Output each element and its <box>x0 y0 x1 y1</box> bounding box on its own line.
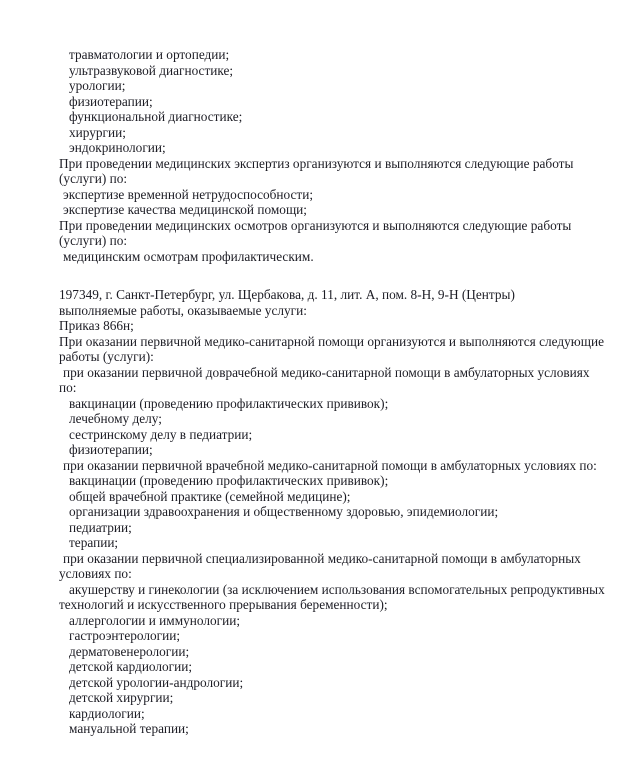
doc-line: гастроэнтерологии; <box>69 628 181 643</box>
doc-line: условиях по: <box>59 566 132 581</box>
doc-line: (услуги) по: <box>59 171 128 186</box>
doc-line: При проведении медицинских осмотров организуются и выполняются следующие работы <box>59 217 572 233</box>
doc-line: эндокринологии; <box>69 140 166 155</box>
doc-line: терапии; <box>69 535 119 550</box>
doc-line: при оказании первичной специализированной медико-санитарной помощи в амбулаторных <box>63 550 581 566</box>
doc-line: общей врачебной практике (семейной медицине); <box>69 488 351 504</box>
doc-line: по: <box>59 380 77 395</box>
doc-line: медицинским осмотрам профилактическим. <box>63 248 314 264</box>
doc-line: Приказ 866н; <box>59 318 134 333</box>
doc-line: 197349, г. Санкт-Петербург, ул. Щербакова, д. 11, лит. А, пом. 8-Н, 9-Н (Центры) <box>59 287 515 302</box>
paragraph-gap <box>59 264 631 287</box>
doc-line: экспертизе временной нетрудоспособности; <box>63 186 314 202</box>
doc-line: детской кардиологии; <box>69 659 193 674</box>
doc-line: выполняемые работы, оказываемые услуги: <box>59 302 307 318</box>
doc-line: мануальной терапии; <box>69 721 189 736</box>
doc-line: травматологии и ортопедии; <box>69 47 230 62</box>
doc-line: технологий и искусственного прерывания беременности); <box>59 597 388 612</box>
doc-line: физиотерапии; <box>69 442 153 457</box>
doc-line: (услуги) по: <box>59 233 128 248</box>
doc-line: лечебному делу; <box>69 411 162 426</box>
doc-line: при оказании первичной врачебной медико-санитарной помощи в амбулаторных условиях по: <box>63 457 597 473</box>
doc-line: физиотерапии; <box>69 93 153 109</box>
doc-line: акушерству и гинекологии (за исключением использования вспомогательных репродуктивных <box>69 581 605 597</box>
doc-line: детской хирургии; <box>69 690 174 705</box>
doc-line: дерматовенерологии; <box>69 643 190 659</box>
doc-line: ультразвуковой диагностике; <box>69 62 234 78</box>
doc-line: детской урологии-андрологии; <box>69 674 244 690</box>
doc-line: При проведении медицинских экспертиз организуются и выполняются следующие работы <box>59 155 574 171</box>
doc-line: при оказании первичной доврачебной медико-санитарной помощи в амбулаторных условиях <box>63 364 590 380</box>
doc-line: вакцинации (проведению профилактических прививок); <box>69 395 389 411</box>
doc-line: работы (услуги): <box>59 349 154 364</box>
doc-line: педиатрии; <box>69 519 132 535</box>
doc-line: экспертизе качества медицинской помощи; <box>63 202 307 217</box>
doc-line: хирургии; <box>69 124 126 140</box>
doc-line: кардиологии; <box>69 705 145 721</box>
doc-line: аллергологии и иммунологии; <box>69 612 241 628</box>
doc-line: урологии; <box>69 78 126 93</box>
doc-line: организации здравоохранения и общественному здоровью, эпидемиологии; <box>69 504 499 519</box>
doc-line: функциональной диагностике; <box>69 109 243 124</box>
doc-line: вакцинации (проведению профилактических прививок); <box>69 473 389 488</box>
document-body <box>59 47 631 737</box>
doc-line: При оказании первичной медико-санитарной помощи организуются и выполняются следующие <box>59 333 604 349</box>
doc-line: сестринскому делу в педиатрии; <box>69 426 253 442</box>
